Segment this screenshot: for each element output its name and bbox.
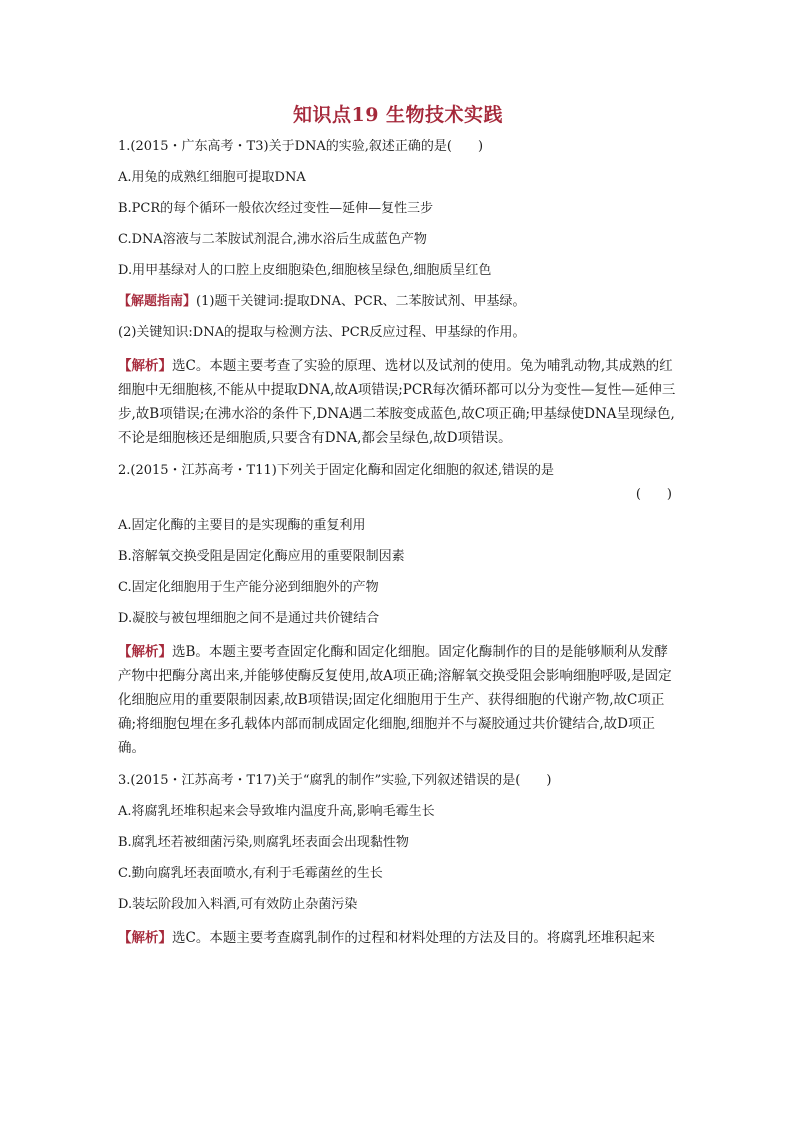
analysis-text: 选C。本题主要考查腐乳制作的过程和材料处理的方法及目的。将腐乳坯堆积起来	[172, 930, 655, 946]
guide-label: 【解题指南】	[118, 294, 197, 309]
question-3-analysis	[118, 926, 678, 950]
question-1-analysis	[118, 354, 678, 450]
question-1	[118, 137, 678, 450]
question-2	[118, 461, 678, 760]
question-1-stem: 1.(2015・广东高考・T3)关于DNA的实验,叙述正确的是( )	[118, 139, 484, 154]
guide-text-1: (1)题干关键词:提取DNA、PCR、二苯胺试剂、甲基绿。	[196, 294, 526, 309]
analysis-label: 【解析】	[118, 930, 172, 946]
question-2-option-a: A.固定化酶的主要目的是实现酶的重复利用	[118, 518, 366, 533]
question-3-option-d: D.装坛阶段加入料酒,可有效防止杂菌污染	[118, 897, 358, 912]
question-2-option-c: C.固定化细胞用于生产能分泌到细胞外的产物	[118, 580, 379, 595]
question-3-option-b: B.腐乳坯若被细菌污染,则腐乳坯表面会出现黏性物	[118, 835, 409, 850]
question-1-option-a: A.用兔的成熟红细胞可提取DNA	[118, 170, 306, 185]
question-1-option-b: B.PCR的每个循环一般依次经过变性—延伸—复性三步	[118, 201, 434, 216]
question-1-guide-1	[118, 292, 678, 312]
analysis-label: 【解析】	[118, 644, 172, 660]
question-2-option-d: D.凝胶与被包埋细胞之间不是通过共价键结合	[118, 611, 380, 626]
question-3-stem: 3.(2015・江苏高考・T17)关于“腐乳的制作”实验,下列叙述错误的是( )	[118, 773, 552, 788]
question-3-option-a: A.将腐乳坯堆积起来会导致堆内温度升高,影响毛霉生长	[118, 804, 435, 819]
question-1-option-c: C.DNA溶液与二苯胺试剂混合,沸水浴后生成蓝色产物	[118, 232, 427, 247]
question-2-analysis	[118, 640, 678, 760]
analysis-label: 【解析】	[118, 358, 172, 374]
question-2-option-b: B.溶解氧交换受阻是固定化酶应用的重要限制因素	[118, 549, 405, 564]
document-page	[118, 100, 678, 950]
question-3-option-c: C.勤向腐乳坯表面喷水,有利于毛霉菌丝的生长	[118, 866, 383, 881]
analysis-text: 选B。本题主要考查固定化酶和固定化细胞。固定化酶制作的目的是能够顺利从发酵产物中把酶分离出来,并能够使酶反复使用,故A项正确;溶解氧交换受阻会影响细胞呼吸,是固定化细胞应用的重要限制因素,故B项错误;固定化细胞用于生产、获得细胞的代谢产物,故C项正确;将细胞包埋在多孔载体内部而制成固定化细胞,细胞并不与凝胶通过共价键结合,故D项正确。	[118, 644, 672, 756]
question-3	[118, 771, 678, 950]
question-2-paren: ( )	[635, 487, 672, 502]
page-title: 知识点19 生物技术实践	[292, 104, 504, 126]
question-2-stem: 2.(2015・江苏高考・T11)下列关于固定化酶和固定化细胞的叙述,错误的是	[118, 463, 554, 478]
question-1-option-d: D.用甲基绿对人的口腔上皮细胞染色,细胞核呈绿色,细胞质呈红色	[118, 263, 492, 278]
analysis-text: 选C。本题主要考查了实验的原理、选材以及试剂的使用。兔为哺乳动物,其成熟的红细胞中无细胞核,不能从中提取DNA,故A项错误;PCR每次循环都可以分为变性—复性—延伸三步,故B项错误;在沸水浴的条件下,DNA遇二苯胺变成蓝色,故C项正确;甲基绿使DNA呈现绿色,不论是细胞核还是细胞质,只要含有DNA,都会呈绿色,故D项错误。	[118, 358, 676, 446]
question-1-guide-2: (2)关键知识:DNA的提取与检测方法、PCR反应过程、甲基绿的作用。	[118, 325, 526, 340]
